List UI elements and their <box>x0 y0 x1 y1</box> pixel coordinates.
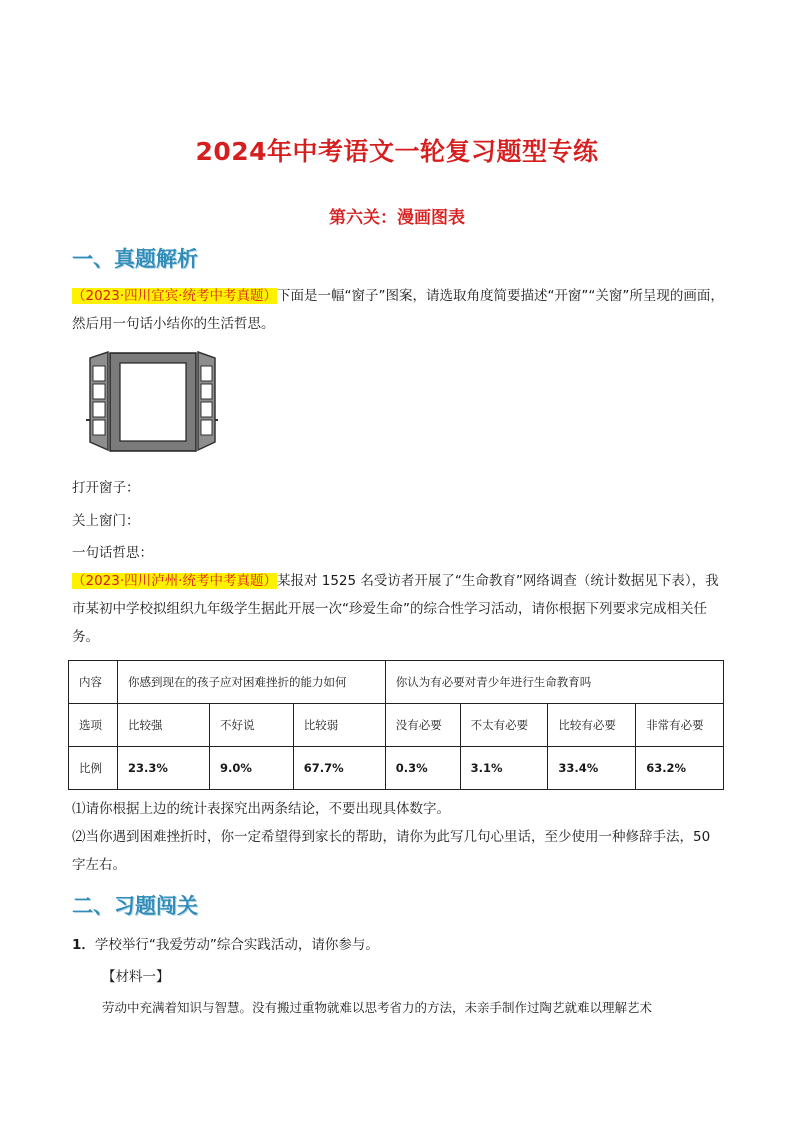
task2-text: ⑵当你遇到困难挫折时，你一定希望得到家长的帮助，请你为此写几句心里话，至少使用一种修辞手法，50 字左右。 <box>72 829 711 873</box>
table-cell: 63.2% <box>636 747 724 790</box>
section-heading-practice: 二、习题闯关 <box>72 894 198 918</box>
table-cell: 不太有必要 <box>460 704 548 747</box>
document-title: 2024年中考语文一轮复习题型专练 <box>195 137 599 166</box>
table-row <box>69 747 724 790</box>
prompt-philosophy: 一句话哲思： <box>72 545 153 561</box>
question2-text: （2023·四川泸州·统考中考真题）某报对 1525 名受访者开展了“生命教育”网络调查（统计数据见下表），我 市某初中学校拟组织九年级学生据此开展一次“珍爱生命”的综合性学习活动，请你根据下列要求完成相关任 务。 <box>72 573 719 645</box>
prompt-close-window: 关上窗门： <box>72 513 140 529</box>
table-cell: 内容 <box>69 661 118 704</box>
task1-text: ⑴请你根据上边的统计表探究出两条结论，不要出现具体数字。 <box>72 801 450 817</box>
material-label: 【材料一】 <box>102 969 170 985</box>
question1-source: （2023·四川宜宾·统考中考真题） <box>72 288 277 304</box>
table-cell: 不好说 <box>209 704 293 747</box>
practice-question1: 1．学校举行“我爱劳动”综合实践活动，请你参与。 <box>72 937 379 953</box>
material-text: 劳动中充满着知识与智慧。没有搬过重物就难以思考省力的方法，未亲手制作过陶艺就难以理解艺术 <box>102 1000 653 1015</box>
survey-table <box>68 660 724 790</box>
table-cell: 比较强 <box>118 704 210 747</box>
table-cell: 比较有必要 <box>548 704 636 747</box>
open-window-illustration-icon <box>84 350 219 455</box>
table-cell: 67.7% <box>293 747 385 790</box>
table-cell: 比例 <box>69 747 118 790</box>
table-cell: 没有必要 <box>385 704 460 747</box>
table-cell: 9.0% <box>209 747 293 790</box>
question1-text: （2023·四川宜宾·统考中考真题）下面是一幅“窗子”图案，请选取角度简要描述“开窗”“关窗”所呈现的画面， 然后用一句话小结你的生活哲思。 <box>72 288 724 332</box>
document-subtitle: 第六关：漫画图表 <box>329 208 465 228</box>
table-cell: 比较弱 <box>293 704 385 747</box>
question2-source: （2023·四川泸州·统考中考真题） <box>72 573 277 589</box>
section-heading-real-questions: 一、真题解析 <box>72 247 198 271</box>
table-row <box>69 661 724 704</box>
table-cell: 3.1% <box>460 747 548 790</box>
table-cell: 非常有必要 <box>636 704 724 747</box>
table-cell: 0.3% <box>385 747 460 790</box>
table-cell: 选项 <box>69 704 118 747</box>
table-cell: 23.3% <box>118 747 210 790</box>
table-row <box>69 704 724 747</box>
table-cell: 你认为有必要对青少年进行生命教育吗 <box>385 661 723 704</box>
table-cell: 33.4% <box>548 747 636 790</box>
table-cell: 你感到现在的孩子应对困难挫折的能力如何 <box>118 661 386 704</box>
prompt-open-window: 打开窗子： <box>72 480 140 496</box>
